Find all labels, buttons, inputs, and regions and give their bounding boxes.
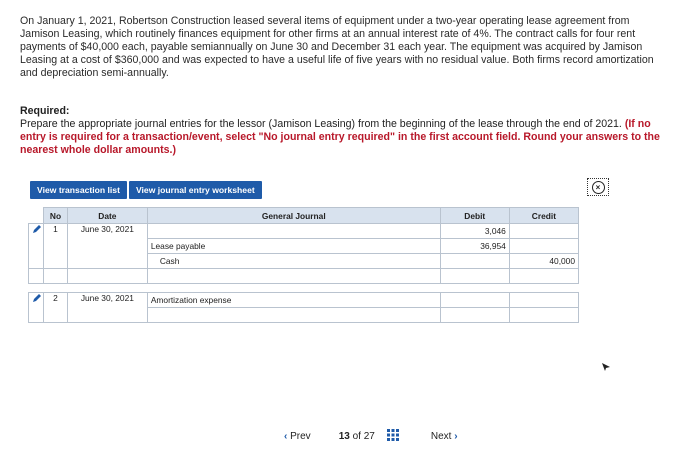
blank-cell xyxy=(29,269,44,284)
spacer-cell xyxy=(29,284,579,293)
chevron-right-icon: › xyxy=(454,431,458,442)
account-field[interactable]: Cash xyxy=(147,254,440,269)
debit-field[interactable]: 36,954 xyxy=(440,239,509,254)
current-page: 13 xyxy=(338,431,350,442)
edit-entry-1-button[interactable] xyxy=(29,224,44,269)
account-field[interactable]: Amortization expense xyxy=(147,293,440,308)
required-section xyxy=(20,105,675,157)
debit-field[interactable] xyxy=(440,293,509,308)
edit-column-header xyxy=(29,208,44,224)
account-field[interactable] xyxy=(147,308,440,323)
debit-field[interactable] xyxy=(440,254,509,269)
pencil-icon xyxy=(32,224,42,234)
problem-statement: On January 1, 2021, Robertson Construction leased several items of equipment under a two-year operating lease agreement from Jamison Leasing, which routinely finances equipment for other firms at an annual interest rate of 4%. The contract calls for four rent payments of $40,000 each, payable semiannually on June 30 and December 31 each year. The equipment was acquired by Jamison Leasing at a cost of $360,000 and was expected to have a useful life of five years with no residual value. Both firms record amortization and depreciation semi-annually. xyxy=(20,15,654,79)
grid-icon xyxy=(387,429,399,441)
column-header-no: No xyxy=(44,208,68,224)
page-of: of xyxy=(352,431,361,442)
credit-field[interactable] xyxy=(509,224,578,239)
column-header-debit: Debit xyxy=(440,208,509,224)
entry-number: 2 xyxy=(44,293,68,323)
debit-field[interactable] xyxy=(440,308,509,323)
next-label: Next xyxy=(430,431,452,442)
prev-label: Prev xyxy=(290,431,311,442)
credit-field[interactable]: 40,000 xyxy=(509,254,578,269)
account-field[interactable] xyxy=(147,269,440,284)
credit-field[interactable] xyxy=(509,308,578,323)
tab-bar xyxy=(30,180,264,199)
credit-field[interactable] xyxy=(509,239,578,254)
column-header-date: Date xyxy=(67,208,147,224)
close-button[interactable] xyxy=(587,178,609,196)
edit-entry-2-button[interactable] xyxy=(29,293,44,323)
page-counter xyxy=(339,431,375,442)
chevron-left-icon: ‹ xyxy=(284,431,288,442)
close-icon: × xyxy=(592,181,605,194)
prev-button[interactable] xyxy=(284,431,311,442)
debit-field[interactable] xyxy=(440,269,509,284)
view-journal-entry-worksheet-button[interactable]: View journal entry worksheet xyxy=(129,181,262,199)
pagination xyxy=(284,429,458,444)
credit-field[interactable] xyxy=(509,269,578,284)
entry-date: June 30, 2021 xyxy=(67,224,147,269)
blank-cell xyxy=(44,269,68,284)
table-row xyxy=(29,293,579,308)
credit-field[interactable] xyxy=(509,293,578,308)
journal-table xyxy=(28,207,579,323)
question-grid-button[interactable] xyxy=(387,429,399,444)
entry-date: June 30, 2021 xyxy=(67,293,147,323)
blank-cell xyxy=(67,269,147,284)
required-instructions: (If no entry is required for a transaction/event, select "No journal entry required" in the first account field. Round your answers to the nearest whole dollar amounts.) xyxy=(20,118,660,156)
table-row xyxy=(29,269,579,284)
mouse-cursor-icon xyxy=(601,362,611,372)
total-pages: 27 xyxy=(363,431,375,442)
pencil-icon xyxy=(32,293,42,303)
next-button[interactable] xyxy=(431,431,458,442)
required-label: Required: xyxy=(20,105,70,117)
account-field[interactable]: Lease payable xyxy=(147,239,440,254)
column-header-credit: Credit xyxy=(509,208,578,224)
debit-field[interactable]: 3,046 xyxy=(440,224,509,239)
required-text: Prepare the appropriate journal entries for the lessor (Jamison Leasing) from the beginning of the lease through the end of 2021. xyxy=(20,118,622,130)
table-header-row xyxy=(29,208,579,224)
table-spacer xyxy=(29,284,579,293)
column-header-general-journal: General Journal xyxy=(147,208,440,224)
view-transaction-list-button[interactable]: View transaction list xyxy=(30,181,127,199)
table-row xyxy=(29,224,579,239)
account-field[interactable] xyxy=(147,224,440,239)
entry-number: 1 xyxy=(44,224,68,269)
